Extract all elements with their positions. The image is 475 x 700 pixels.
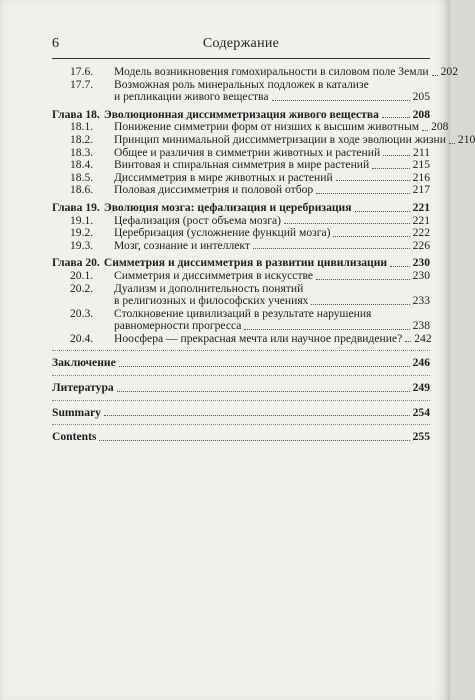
entry-title: Церебризация (усложнение функций мозга) xyxy=(114,226,331,240)
entry-number: 17.7. xyxy=(70,77,94,91)
table-of-contents xyxy=(52,65,475,444)
toc-entry xyxy=(52,79,430,104)
entry-number: 18.3. xyxy=(70,145,94,159)
dot-leader xyxy=(316,193,409,194)
entry-page-number: 254 xyxy=(412,405,430,419)
toc-entry-row xyxy=(70,159,430,172)
toc-entry-row xyxy=(52,431,430,444)
entry-title: Общее и различия в симметрии животных и растений xyxy=(114,145,381,159)
entry-number: 20.4. xyxy=(70,331,94,345)
entry-title: Диссимметрия в мире животных и растений xyxy=(114,170,333,184)
toc-entry xyxy=(52,283,430,308)
toc-entry-row xyxy=(70,184,430,197)
toc-entry xyxy=(52,308,430,333)
entry-title: Литература xyxy=(52,381,114,395)
entry-page-number: 230 xyxy=(412,268,430,282)
dot-leader xyxy=(355,211,410,212)
entry-title: Contents xyxy=(52,430,97,444)
toc-entry xyxy=(52,270,430,283)
dot-leader xyxy=(432,75,438,76)
entry-page-number: 208 xyxy=(412,107,430,121)
entry-title: и репликации живого вещества xyxy=(114,90,269,104)
section-title: Содержание xyxy=(202,36,280,51)
dot-leader xyxy=(333,236,409,237)
toc-entry-row xyxy=(52,407,430,420)
toc-entry xyxy=(52,159,430,172)
entry-page-number: 246 xyxy=(412,356,430,370)
dot-leader xyxy=(336,180,410,181)
toc-entry-row xyxy=(70,320,430,333)
entry-page-number: 208 xyxy=(431,120,449,134)
toc-entry xyxy=(52,407,430,420)
entry-number: Глава 19. xyxy=(52,200,100,214)
entry-page-number: 202 xyxy=(440,65,458,78)
entry-title: Цефализация (рост объема мозга) xyxy=(114,213,281,227)
dot-leader xyxy=(382,117,410,118)
entry-page-number: 221 xyxy=(412,213,430,227)
dot-leader xyxy=(405,341,411,342)
entry-page-number: 217 xyxy=(412,183,430,197)
entry-title: Принцип минимальной диссимметризации в ходе эволюции жизни xyxy=(114,132,446,146)
dotted-separator xyxy=(52,350,430,351)
dot-leader xyxy=(449,143,455,144)
dotted-separator xyxy=(52,375,430,376)
entry-number: 18.1. xyxy=(70,120,94,134)
entry-title: Мозг, сознание и интеллект xyxy=(114,238,250,252)
entry-title: в религиозных и философских учениях xyxy=(114,294,309,308)
dot-leader xyxy=(119,366,410,367)
toc-entry-row xyxy=(70,295,430,308)
dot-leader xyxy=(390,266,410,267)
running-head xyxy=(52,36,430,54)
dot-leader xyxy=(383,155,410,156)
toc-entry xyxy=(52,184,430,197)
entry-title: Эволюция мозга: цефализация и церебризация xyxy=(103,200,352,214)
entry-page-number: 216 xyxy=(412,170,430,184)
dot-leader xyxy=(244,329,409,330)
entry-title-line1: Столкновение цивилизаций в результате нарушения xyxy=(114,306,372,320)
entry-page-number: 238 xyxy=(412,319,430,333)
dot-leader xyxy=(104,415,410,416)
entry-page-number: 233 xyxy=(412,294,430,308)
dotted-separator xyxy=(52,400,430,401)
toc-entry-row xyxy=(70,270,430,283)
entry-title: Summary xyxy=(52,405,101,419)
entry-page-number: 255 xyxy=(412,430,430,444)
dot-leader xyxy=(422,130,428,131)
entry-title: Симметрия и диссимметрия в развитии цивилизации xyxy=(103,256,388,270)
toc-entry-row xyxy=(70,132,475,147)
entry-page-number: 230 xyxy=(412,256,430,270)
header-rule xyxy=(52,58,430,59)
toc-entry-row xyxy=(52,382,430,395)
toc-entry-row xyxy=(70,240,430,253)
entry-number: 18.6. xyxy=(70,183,94,197)
entry-title: Понижение симметрии форм от низших к высшим животным xyxy=(114,120,420,134)
entry-title: равномерности прогресса xyxy=(114,319,242,333)
entry-title: Эволюционная диссимметризация живого вещества xyxy=(103,107,379,121)
entry-number: 18.4. xyxy=(70,158,94,172)
entry-title-line1: Возможная роль минеральных подложек в катализе xyxy=(114,77,369,91)
toc-entry xyxy=(52,65,458,79)
dot-leader xyxy=(99,440,409,441)
dot-leader xyxy=(372,168,409,169)
dot-leader xyxy=(272,100,410,101)
toc-entry xyxy=(52,431,430,444)
toc-entry xyxy=(52,240,430,253)
entry-title: Модель возникновения гомохиральности в силовом поле Земли xyxy=(114,65,429,78)
toc-entry-row xyxy=(70,333,430,346)
entry-number: 20.2. xyxy=(70,281,94,295)
entry-number: 20.3. xyxy=(70,306,94,320)
toc-entry xyxy=(52,333,430,346)
dot-leader xyxy=(311,304,409,305)
entry-number: Глава 18. xyxy=(52,107,100,121)
page-number: 6 xyxy=(52,36,59,51)
toc-entry xyxy=(52,132,475,147)
dot-leader xyxy=(253,248,410,249)
entry-number: 19.3. xyxy=(70,238,94,252)
entry-number: 19.1. xyxy=(70,213,94,227)
entry-page-number: 205 xyxy=(412,90,430,104)
dotted-separator xyxy=(52,424,430,425)
toc-entry-row xyxy=(70,227,430,240)
entry-title: Ноосфера — прекрасная мечта или научное предвидение? xyxy=(114,331,403,345)
toc-entry-row xyxy=(70,65,458,79)
entry-title: Симметрия и диссимметрия в искусстве xyxy=(114,268,314,282)
entry-title-line1: Дуализм и дополнительность понятий xyxy=(114,281,304,295)
entry-page-number: 242 xyxy=(414,331,432,345)
entry-title: Половая диссимметрия и половой отбор xyxy=(114,183,314,197)
entry-page-number: 215 xyxy=(412,158,430,172)
entry-number: 20.1. xyxy=(70,268,94,282)
entry-page-number: 221 xyxy=(412,200,430,214)
entry-page-number: 249 xyxy=(412,381,430,395)
toc-entry-row xyxy=(70,91,430,104)
entry-number: 17.6. xyxy=(70,65,94,78)
entry-page-number: 211 xyxy=(413,145,430,159)
toc-entry xyxy=(52,357,430,370)
toc-entry-row xyxy=(52,357,430,370)
entry-number: 19.2. xyxy=(70,226,94,240)
entry-page-number: 210 xyxy=(457,132,475,146)
toc-chapter-entry xyxy=(52,202,430,215)
entry-page-number: 226 xyxy=(412,238,430,252)
dot-leader xyxy=(284,223,410,224)
entry-number: 18.2. xyxy=(70,132,94,146)
toc-entry-row xyxy=(52,202,430,215)
dot-leader xyxy=(117,391,410,392)
dot-leader xyxy=(316,279,410,280)
toc-entry xyxy=(52,227,430,240)
entry-title: Винтовая и спиральная симметрия в мире растений xyxy=(114,158,370,172)
entry-page-number: 222 xyxy=(412,226,430,240)
entry-number: Глава 20. xyxy=(52,256,100,270)
entry-title: Заключение xyxy=(52,356,116,370)
toc-entry xyxy=(52,382,430,395)
entry-number: 18.5. xyxy=(70,170,94,184)
